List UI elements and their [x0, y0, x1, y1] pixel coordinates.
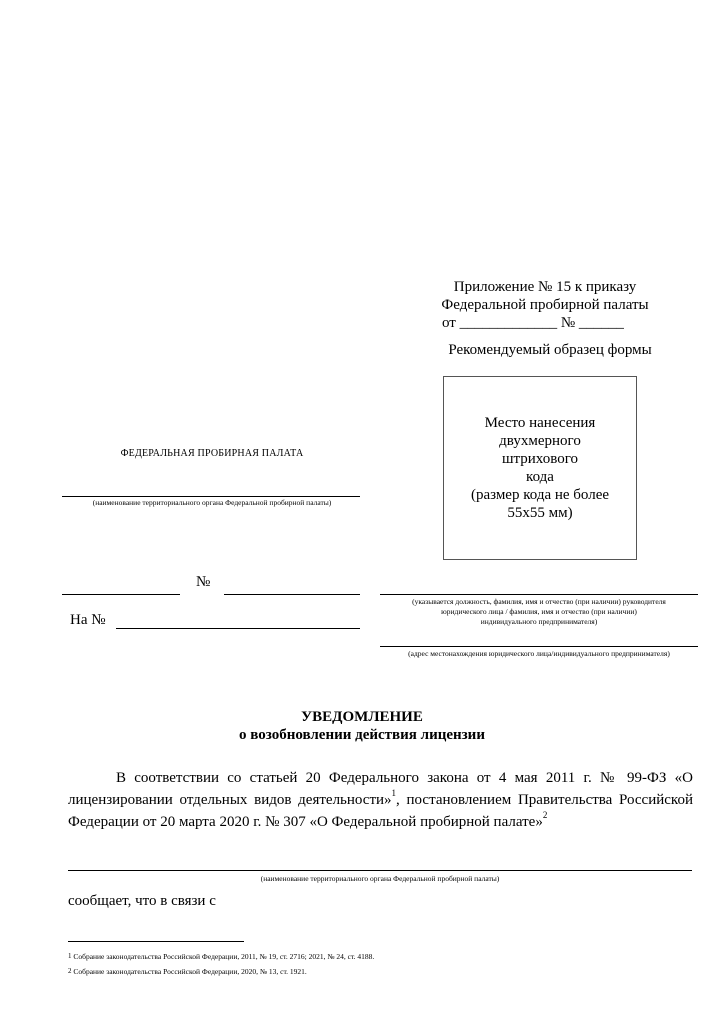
- document-title: [0, 708, 724, 744]
- barcode-text-line: штрихового: [501, 451, 578, 467]
- recipient-line: [380, 594, 698, 595]
- organization-caption: (наименование территориального органа Федеральной пробирной палаты): [92, 498, 332, 507]
- appendix-line-1: Приложение № 15 к приказу: [453, 279, 637, 295]
- recipient-caption-line: индивидуального предпринимателя): [480, 617, 598, 626]
- appendix-header: [410, 278, 680, 332]
- body-paragraph: [68, 767, 693, 833]
- appendix-line-2: Федеральной пробирной палаты: [441, 297, 649, 313]
- territorial-organ-caption: (наименование территориального органа Федеральной пробирной палаты): [260, 874, 500, 883]
- title-line-1: УВЕДОМЛЕНИЕ: [301, 709, 423, 725]
- appendix-line-3: от _____________ № ______: [442, 315, 624, 331]
- barcode-text-line: 55х55 мм): [507, 505, 573, 521]
- footnote-mark: 1: [68, 952, 72, 960]
- reports-text: сообщает, что в связи с: [68, 893, 216, 909]
- footnote-mark: 2: [68, 967, 72, 975]
- footnote-text: Собрание законодательства Российской Федерации, 2020, № 13, ст. 1921.: [73, 967, 307, 976]
- sample-form-label: Рекомендуемый образец формы: [448, 342, 652, 358]
- outgoing-number-line: [224, 594, 360, 595]
- barcode-text-line: двухмерного: [499, 433, 581, 449]
- reply-reference-label: На №: [70, 612, 106, 628]
- barcode-text-line: кода: [526, 469, 554, 485]
- footnote-ref-2: 2: [542, 810, 548, 820]
- footnote-separator: [68, 941, 244, 942]
- body-text-part-2: , постановлением Правительства Российской Федерации от 20 марта 2020 г. № 307 «О Федеральной пробирной палате»: [68, 792, 693, 830]
- footnote-1: [68, 952, 374, 961]
- barcode-placeholder-text: [450, 414, 630, 522]
- recipient-caption: [372, 597, 706, 627]
- address-caption: (адрес местонахождения юридического лица/индивидуального предпринимателя): [408, 649, 670, 658]
- number-sign: №: [196, 574, 211, 590]
- organization-name: ФЕДЕРАЛЬНАЯ ПРОБИРНАЯ ПАЛАТА: [120, 448, 304, 459]
- reply-reference-line: [116, 628, 360, 629]
- footnote-text: Собрание законодательства Российской Федерации, 2011, № 19, ст. 2716; 2021, № 24, ст. 4188.: [73, 952, 375, 961]
- barcode-placeholder-box: [443, 376, 637, 560]
- recipient-caption-line: (указывается должность, фамилия, имя и отчество (при наличии) руководителя: [412, 597, 666, 606]
- territorial-organ-line: [68, 870, 692, 871]
- footnote-ref-1: 1: [391, 788, 397, 798]
- title-line-2: о возобновлении действия лицензии: [239, 727, 485, 743]
- barcode-text-line: Место нанесения: [484, 415, 596, 431]
- footnote-2: [68, 967, 307, 976]
- outgoing-date-line: [62, 594, 180, 595]
- body-text-part-1: В соответствии со статьей 20 Федерального закона от 4 мая 2011 г. № 99-ФЗ «О лицензировании отдельных видов деятельности»: [68, 770, 693, 808]
- barcode-text-line: (размер кода не более: [470, 487, 610, 503]
- organization-line: [62, 496, 360, 497]
- recipient-caption-line: юридического лица / фамилия, имя и отчество (при наличии): [441, 607, 637, 616]
- address-line: [380, 646, 698, 647]
